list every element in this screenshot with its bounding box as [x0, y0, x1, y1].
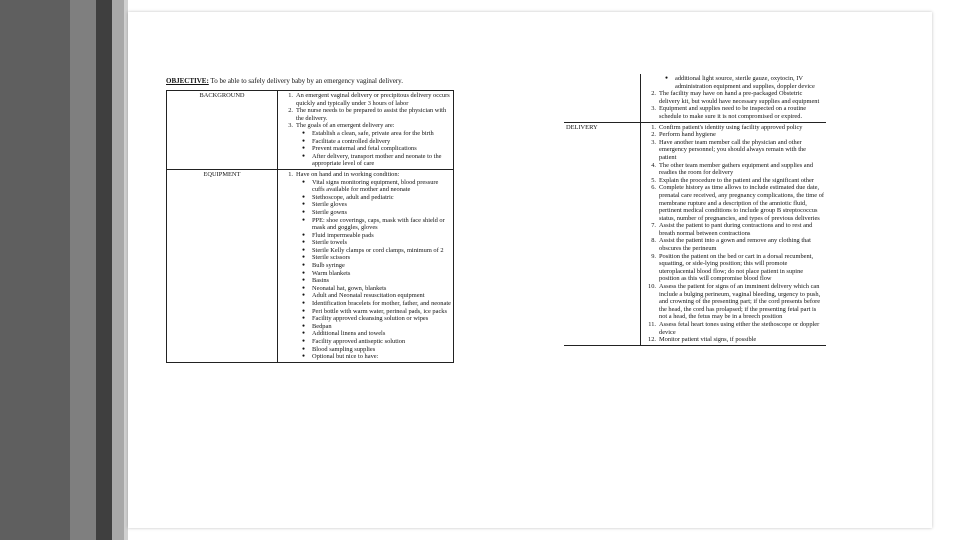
bullet-item: ● Peri bottle with warm water, perineal pads, ice packs: [302, 307, 447, 315]
bullet-icon: ●: [302, 278, 306, 284]
list-item: 2. The nurse needs to be prepared to assist the physician with the delivery.: [288, 107, 447, 122]
list-item: 3. Equipment and supplies need to be inspected on a routine schedule to make sure it is not compromised or expired.: [651, 105, 807, 120]
delivery-content: [641, 122, 827, 345]
bullet-icon: ●: [302, 138, 306, 144]
background-label: BACKGROUND: [167, 91, 278, 170]
bullet-icon: ●: [302, 217, 306, 223]
bullet-item: ● Prevent maternal and fetal complications: [302, 145, 417, 153]
objective-label: OBJECTIVE:: [166, 77, 209, 85]
list-item: 10. Assess the patient for signs of an imminent delivery which can include a bulging perineum, vaginal bleeding, urgency to push, and crowning of the presenting part; if the cord presents before the head, the cord has prolapsed; if the presenting fetal part is not a head, the fetus may be in a breech position: [648, 283, 821, 321]
bullet-item: ● Stethoscope, adult and pediatric: [302, 193, 394, 201]
list-item: 2. The facility may have on hand a pre-packaged Obstetric delivery kit, but would have necessary supplies and equipment: [651, 90, 820, 105]
list-item: 6. Complete history as time allows to include estimated due date, prenatal care received, any pregnancy complications, the time of membrane rupture and a description of the amniotic fluid, pertinent medical conditions to include group B streptococcus status, number of pregnancies, and types of previous deliveries: [651, 184, 825, 222]
bullet-icon: ●: [302, 285, 306, 291]
bullet-item: ● Sterile gloves: [302, 201, 347, 209]
bullet-item: ● Warm blankets: [302, 269, 351, 277]
bullet-item: ● After delivery, transport mother and neonate to the appropriate level of care: [302, 152, 442, 168]
bullet-icon: ●: [302, 153, 306, 159]
continuation-content: [641, 74, 827, 122]
bullet-icon: ●: [302, 255, 306, 261]
bullet-item: ● Basins: [302, 277, 330, 285]
bullet-item: ● Identification bracelets for mother, father, and neonate: [302, 300, 451, 308]
bullet-item: ● additional light source, sterile gauze, oxytocin, IV administration equipment and supplies, doppler device: [665, 75, 815, 90]
bullet-icon: ●: [665, 76, 669, 81]
bullet-item: ● Additional linens and towels: [302, 330, 386, 338]
bullet-icon: ●: [302, 247, 306, 253]
bullet-item: ● Fluid impermeable pads: [302, 231, 374, 239]
background-content: [278, 91, 454, 170]
objective-text: To be able to safely delivery baby by an emergency vaginal delivery.: [210, 77, 403, 85]
bullet-icon: ●: [302, 146, 306, 152]
bullet-item: ● PPE: shoe coverings, caps, mask with face shield or mask and goggles, gloves: [302, 216, 445, 232]
bullet-icon: ●: [302, 308, 306, 314]
objective-line: [166, 77, 456, 85]
bullet-icon: ●: [302, 316, 306, 322]
bullet-icon: ●: [302, 323, 306, 329]
bullet-item: ● Facility approved cleansing solution or wipes: [302, 315, 429, 323]
list-item: 11. Assess fetal heart tones using either the stethoscope or doppler device: [648, 321, 820, 336]
list-item: 12. Monitor patient vital signs, if possible: [648, 336, 757, 344]
bullet-icon: ●: [302, 354, 306, 360]
list-item: 5. Explain the procedure to the patient and the significant other: [651, 176, 814, 184]
list-item: 2. Perform hand hygiene: [651, 131, 716, 139]
bullet-item: ● Bedpan: [302, 322, 332, 330]
bullet-item: ● Vital signs monitoring equipment, blood pressure cuffs available for mother and neonate: [302, 178, 439, 194]
list-item: 1. Have on hand and in working condition:: [288, 170, 400, 178]
list-item: 1. An emergent vaginal delivery or precipitous delivery occurs quickly and typically under 3 hours of labor: [288, 92, 450, 107]
bullet-item: ● Sterile gowns: [302, 208, 347, 216]
delivery-row: [564, 122, 826, 345]
bullet-icon: ●: [302, 339, 306, 344]
bullet-icon: ●: [302, 232, 306, 238]
bullet-icon: ●: [302, 331, 306, 337]
list-item: 1. Confirm patient's identity using facility approved policy: [651, 123, 803, 131]
bullet-item: ● Neonatal hat, gown, blankets: [302, 284, 387, 292]
equipment-label: EQUIPMENT: [167, 169, 278, 362]
bullet-icon: ●: [302, 270, 306, 276]
list-item: 3. The goals of an emergent delivery are:: [288, 122, 395, 130]
bullet-icon: ●: [302, 263, 306, 269]
continuation-row: [564, 74, 826, 122]
bullet-icon: ●: [302, 202, 306, 208]
list-item: 4. The other team member gathers equipment and supplies and readies the room for delivery: [651, 161, 814, 177]
bullet-item: ● Sterile scissors: [302, 254, 351, 262]
bullet-item: ● Sterile towels: [302, 239, 347, 247]
background-row: [167, 91, 454, 170]
bullet-icon: ●: [302, 301, 306, 307]
delivery-label: DELIVERY: [564, 122, 641, 345]
bullet-icon: ●: [302, 194, 306, 200]
bullet-item: ● Establish a clean, safe, private area for the birth: [302, 129, 434, 137]
list-item: 8. Assist the patient into a gown and remove any clothing that obscures the perineum: [651, 237, 811, 253]
bullet-item: ● Bulb syringe: [302, 262, 345, 270]
bullet-icon: ●: [302, 346, 306, 352]
bullet-icon: ●: [302, 240, 306, 246]
bullet-item: ● Adult and Neonatal resuscitation equipment: [302, 292, 425, 300]
equipment-row: [167, 169, 454, 362]
list-item: 7. Assist the patient to pant during contractions and to rest and breath normal between contractions: [651, 222, 813, 237]
bullet-icon: ●: [302, 130, 306, 136]
equipment-content: [278, 169, 454, 362]
bullet-icon: ●: [302, 209, 306, 215]
bullet-icon: ●: [302, 293, 306, 299]
bullet-item: ● Blood sampling supplies: [302, 345, 376, 353]
bullet-item: ● Facility approved antiseptic solution: [302, 338, 406, 345]
list-item: 3. Have another team member call the physician and other emergency personnel; you should always remain with the patient: [651, 138, 807, 161]
continuation-label: [564, 74, 641, 122]
bullet-item: ● Sterile Kelly clamps or cord clamps, minimum of 2: [302, 246, 444, 254]
procedure-table-left: [166, 90, 454, 363]
bullet-item: ● Facilitate a controlled delivery: [302, 137, 391, 145]
bullet-item: ● Optional but nice to have:: [302, 353, 379, 361]
procedure-table-right: [564, 74, 826, 346]
bullet-icon: ●: [302, 179, 306, 185]
list-item: 9. Position the patient on the bed or cart in a dorsal recumbent, squatting, or side-lying position; this will promote uteroplacental blood flow; do not place patient in supine position as this will compromise blood flow: [651, 252, 814, 283]
